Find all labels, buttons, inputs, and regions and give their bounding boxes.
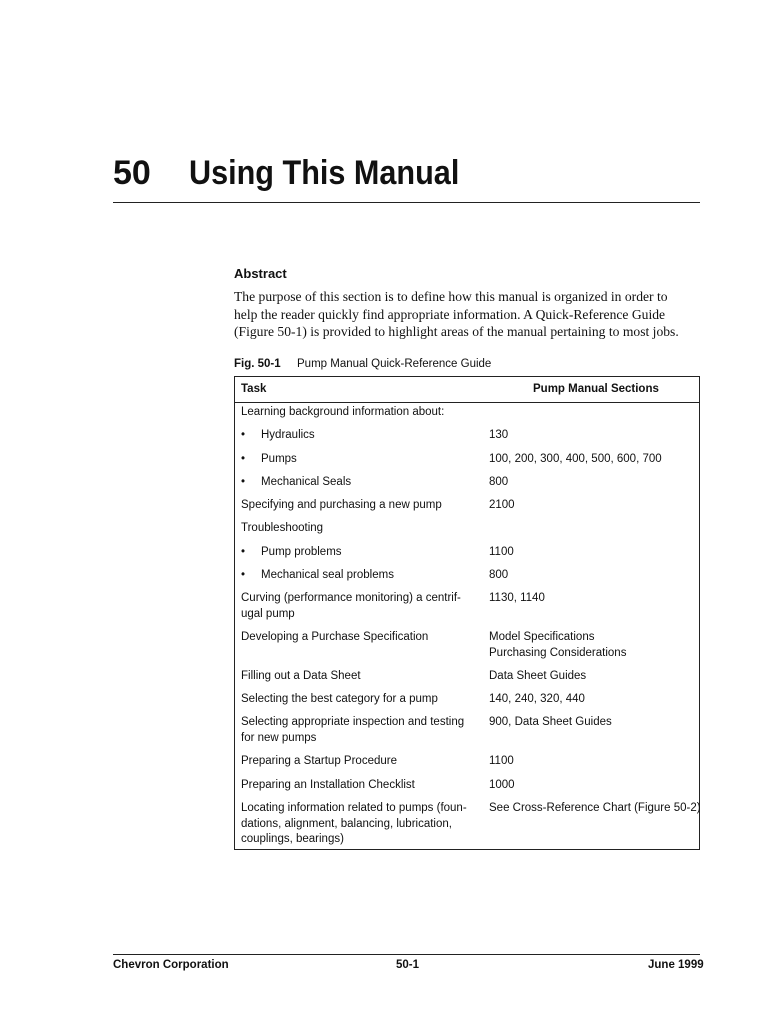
task-text: Selecting the best category for a pump bbox=[241, 693, 438, 705]
quick-reference-table bbox=[234, 376, 700, 850]
abstract-body bbox=[234, 288, 704, 341]
sections-text: Model Specifications bbox=[489, 631, 595, 643]
task-text: Learning background information about: bbox=[241, 406, 445, 418]
sections-text: 900, Data Sheet Guides bbox=[489, 716, 612, 728]
sections-cell bbox=[489, 778, 699, 794]
task-text: Specifying and purchasing a new pump bbox=[241, 499, 442, 511]
footer-page-number: 50-1 bbox=[396, 959, 420, 971]
sections-text: 1100 bbox=[489, 546, 514, 558]
sections-text: 1000 bbox=[489, 779, 515, 791]
task-text: Curving (performance monitoring) a centrif- bbox=[241, 592, 461, 604]
sections-cell bbox=[489, 568, 699, 584]
task-text: dations, alignment, balancing, lubrication, bbox=[241, 817, 452, 830]
bullet-marker: • bbox=[241, 476, 246, 488]
task-text: Developing a Purchase Specification bbox=[241, 631, 429, 643]
chapter-number: 50 bbox=[113, 154, 151, 192]
sections-cell bbox=[489, 801, 699, 817]
chapter-title: Using This Manual bbox=[189, 154, 460, 192]
sections-cell bbox=[489, 475, 699, 491]
task-text: Filling out a Data Sheet bbox=[241, 670, 361, 682]
figure-number: Fig. 50-1 bbox=[234, 358, 281, 370]
task-text: Hydraulics bbox=[261, 429, 315, 441]
sections-cell bbox=[489, 428, 699, 444]
chapter-heading bbox=[113, 150, 700, 203]
footer-divider bbox=[113, 954, 700, 955]
sections-text: 100, 200, 300, 400, 500, 600, 700 bbox=[489, 453, 662, 465]
sections-text: Purchasing Considerations bbox=[489, 646, 627, 659]
task-text: Preparing an Installation Checklist bbox=[241, 779, 415, 791]
bullet-marker: • bbox=[241, 429, 246, 441]
sections-cell bbox=[489, 452, 699, 468]
task-cell bbox=[241, 801, 473, 848]
abstract-line: (Figure 50-1) is provided to highlight areas of the manual pertaining to most jobs. bbox=[234, 324, 679, 339]
task-text: Pumps bbox=[261, 453, 297, 465]
task-cell bbox=[241, 591, 473, 622]
abstract-line: The purpose of this section is to define how this manual is organized in order to bbox=[234, 289, 668, 304]
header-task: Task bbox=[241, 383, 267, 395]
sections-cell bbox=[489, 498, 699, 514]
task-text: Selecting appropriate inspection and testing bbox=[241, 716, 465, 728]
task-cell bbox=[241, 521, 473, 537]
task-cell bbox=[241, 778, 473, 794]
sections-cell bbox=[489, 715, 699, 731]
task-cell bbox=[241, 630, 473, 646]
figure-caption bbox=[234, 358, 492, 370]
footer-company: Chevron Corporation bbox=[113, 959, 229, 971]
sections-text: 800 bbox=[489, 569, 509, 581]
task-text: Troubleshooting bbox=[241, 522, 324, 534]
sections-text: 800 bbox=[489, 476, 509, 488]
sections-text: See Cross-Reference Chart (Figure 50-2) bbox=[489, 802, 701, 814]
figure-title: Pump Manual Quick-Reference Guide bbox=[297, 358, 492, 370]
header-sections: Pump Manual Sections bbox=[533, 383, 659, 395]
task-text: couplings, bearings) bbox=[241, 833, 344, 845]
sections-text: 1100 bbox=[489, 755, 514, 767]
sections-cell bbox=[489, 669, 699, 685]
sections-cell bbox=[489, 630, 699, 661]
task-text: Locating information related to pumps (foun- bbox=[241, 802, 467, 814]
sections-cell bbox=[489, 692, 699, 708]
sections-text: 140, 240, 320, 440 bbox=[489, 693, 585, 705]
task-text: Preparing a Startup Procedure bbox=[241, 755, 397, 767]
sections-text: 2100 bbox=[489, 499, 515, 511]
sections-text: 1130, 1140 bbox=[489, 592, 545, 604]
task-text: Mechanical seal problems bbox=[261, 569, 394, 581]
footer-date: June 1999 bbox=[648, 959, 704, 971]
task-cell bbox=[241, 715, 473, 746]
table-header bbox=[235, 377, 699, 403]
sections-cell bbox=[489, 545, 699, 561]
task-text: Pump problems bbox=[261, 546, 342, 558]
abstract-line: help the reader quickly find appropriate information. A Quick-Reference Guide bbox=[234, 306, 666, 322]
task-cell bbox=[241, 669, 473, 685]
bullet-marker: • bbox=[241, 453, 246, 465]
sections-cell bbox=[489, 754, 699, 770]
task-cell bbox=[241, 405, 473, 421]
sections-cell bbox=[489, 591, 699, 607]
task-cell bbox=[241, 692, 473, 708]
sections-text: 130 bbox=[489, 429, 509, 441]
abstract-heading: Abstract bbox=[234, 266, 287, 281]
task-text: ugal pump bbox=[241, 607, 295, 620]
bullet-marker: • bbox=[241, 569, 246, 581]
task-text: for new pumps bbox=[241, 731, 317, 744]
task-cell bbox=[241, 498, 473, 514]
sections-text: Data Sheet Guides bbox=[489, 670, 587, 682]
bullet-marker: • bbox=[241, 546, 246, 558]
task-text: Mechanical Seals bbox=[261, 476, 352, 488]
task-cell bbox=[241, 754, 473, 770]
